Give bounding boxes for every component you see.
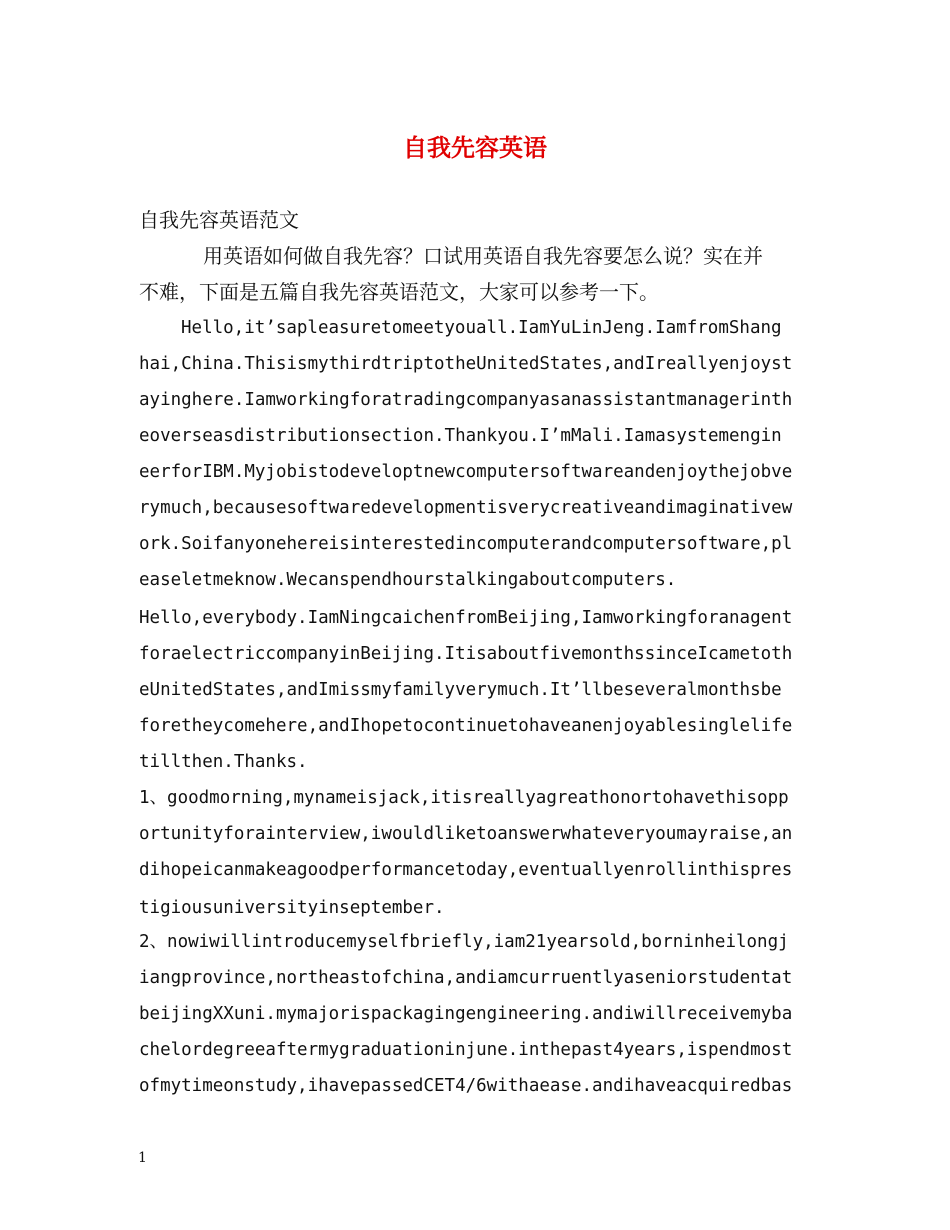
section-heading: 自我先容英语范文 xyxy=(139,208,299,232)
body-line: tigiousuniversityinseptember. xyxy=(139,898,445,918)
body-line: eerforIBM.Myjobistodeveloptnewcomputersoftwareandenjoythejobve xyxy=(139,462,793,482)
body-line: 1、goodmorning,mynameisjack,itisreallyagreathonortohavethisopp xyxy=(139,788,789,808)
body-line: Hello,everybody.IamNingcaichenfromBeijing,Iamworkingforanagent xyxy=(139,608,793,628)
document-title: 自我先容英语 xyxy=(403,133,547,162)
body-line: eoverseasdistributionsection.Thankyou.I’mMali.Iamasystemengin xyxy=(139,426,782,446)
page-number: 1 xyxy=(138,1150,147,1166)
intro-line-1: 用英语如何做自我先容？口试用英语自我先容要怎么说？实在并 xyxy=(203,244,763,268)
body-line: dihopeicanmakeagoodperformancetoday,eventuallyenrollinthispres xyxy=(139,860,793,880)
body-line: Hello,it’sapleasuretomeetyouall.IamYuLinJeng.IamfromShang xyxy=(181,318,782,338)
body-line: 2、nowiwillintroducemyselfbriefly,iam21yearsold,borninheilongj xyxy=(139,932,789,952)
body-line: foretheycomehere,andIhopetocontinuetohaveanenjoyablesinglelife xyxy=(139,716,793,736)
body-line: ortunityforainterview,iwouldliketoanswerwhateveryoumayraise,an xyxy=(139,824,793,844)
body-line: rymuch,becausesoftwaredevelopmentisverycreativeandimaginativew xyxy=(139,498,793,518)
body-line: iangprovince,northeastofchina,andiamcurruentlyaseniorstudentat xyxy=(139,968,793,988)
body-line: ayinghere.Iamworkingforatradingcompanyasanassistantmanagerinth xyxy=(139,390,793,410)
body-line: ork.Soifanyonehereisinterestedincomputerandcomputersoftware,pl xyxy=(139,534,793,554)
body-line: chelordegreeaftermygraduationinjune.inthepast4years,ispendmost xyxy=(139,1040,793,1060)
body-line: easeletmeknow.Wecanspendhourstalkingaboutcomputers. xyxy=(139,570,677,590)
body-line: tillthen.Thanks. xyxy=(139,752,308,772)
body-line: ofmytimeonstudy,ihavepassedCET4/6withaease.andihaveacquiredbas xyxy=(139,1076,793,1096)
intro-line-2: 不难，下面是五篇自我先容英语范文，大家可以参考一下。 xyxy=(139,280,659,304)
body-line: hai,China.ThisismythirdtriptotheUnitedStates,andIreallyenjoyst xyxy=(139,354,793,374)
body-line: beijingXXuni.mymajorispackagingengineering.andiwillreceivemyba xyxy=(139,1004,793,1024)
body-line: foraelectriccompanyinBeijing.ItisaboutfivemonthssinceIcametoth xyxy=(139,644,793,664)
body-line: eUnitedStates,andImissmyfamilyverymuch.It’llbeseveralmonthsbe xyxy=(139,680,782,700)
